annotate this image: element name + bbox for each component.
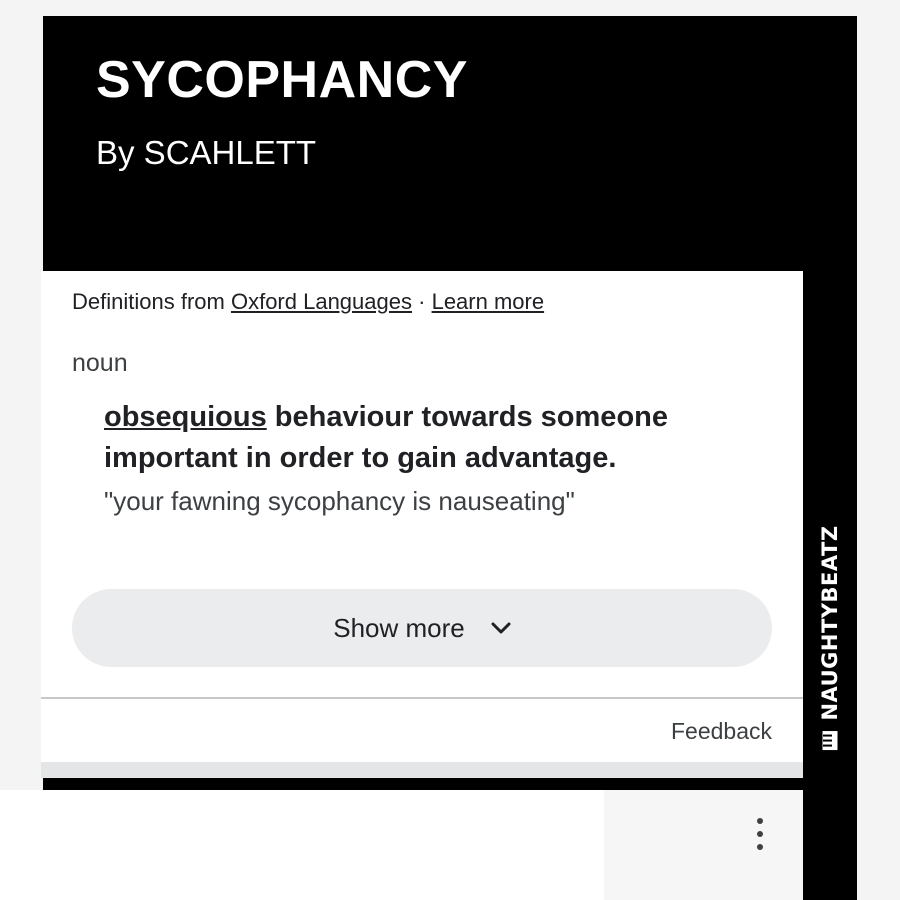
- watermark-text: NAUGHTYBEATZ: [818, 525, 842, 721]
- obsequious-link[interactable]: obsequious: [104, 401, 267, 433]
- definition-card: [41, 271, 803, 764]
- lower-panel-shade: [604, 790, 803, 900]
- show-more-label: Show more: [333, 612, 465, 643]
- definition-body: behaviour towards someone important in order to gain advantage.: [104, 401, 668, 474]
- watermark: [818, 525, 842, 750]
- definition-text: [104, 397, 744, 479]
- keyboard-logo-icon: [822, 731, 838, 751]
- definition-example: "your fawning sycophancy is nauseating": [104, 486, 575, 516]
- learn-more-link[interactable]: Learn more: [431, 289, 545, 314]
- feedback-link[interactable]: Feedback: [670, 718, 772, 744]
- cover-title: SYCOPHANCY: [96, 51, 468, 109]
- cover-author: By SCAHLETT: [96, 134, 317, 171]
- chevron-down-icon: [491, 622, 511, 635]
- divider: [41, 697, 803, 699]
- source-prefix: Definitions from: [72, 289, 225, 314]
- more-vert-icon[interactable]: [750, 818, 770, 850]
- oxford-languages-link[interactable]: Oxford Languages: [230, 289, 412, 314]
- card-bottom-edge: [41, 762, 803, 778]
- show-more-button[interactable]: [72, 589, 772, 667]
- source-line: [72, 289, 544, 315]
- part-of-speech: noun: [72, 349, 128, 377]
- source-separator: ·: [418, 289, 426, 314]
